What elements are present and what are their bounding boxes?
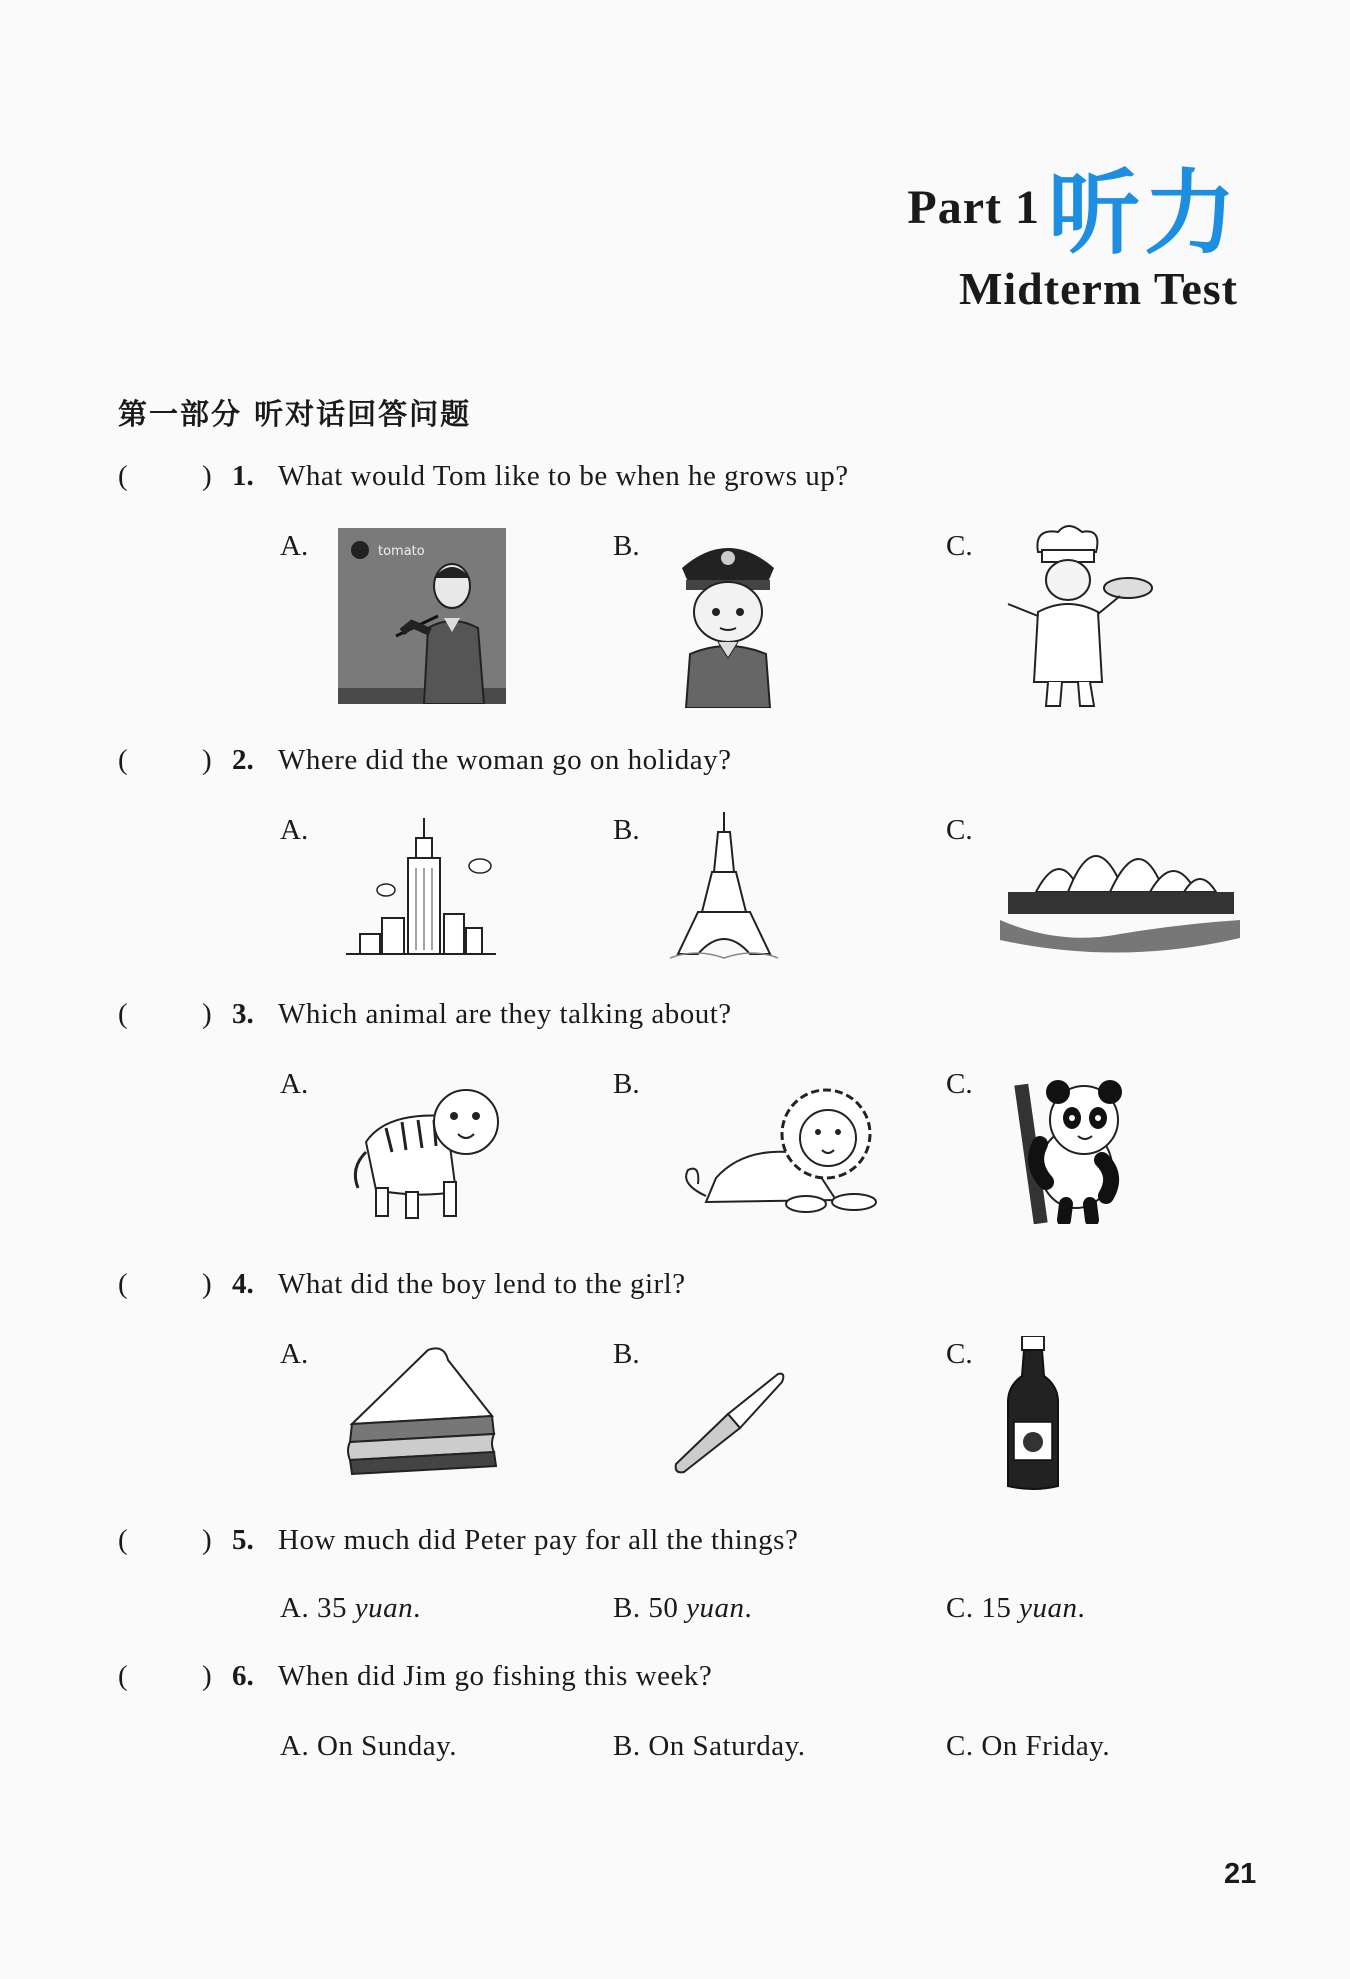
question-number: 4. bbox=[232, 1268, 254, 1300]
answer-paren-left: ( bbox=[118, 744, 128, 776]
option-label: C. bbox=[946, 530, 973, 562]
question-3 bbox=[118, 998, 1218, 1042]
question-number: 5. bbox=[232, 1524, 254, 1556]
option-b bbox=[613, 1592, 752, 1625]
option-label: B. bbox=[613, 1068, 640, 1100]
question-text: Where did the woman go on holiday? bbox=[278, 744, 732, 776]
question-number: 3. bbox=[232, 998, 254, 1030]
blackboard-text: tomato bbox=[378, 544, 425, 559]
answer-paren-right: ) bbox=[202, 1268, 212, 1300]
question-text: What did the boy lend to the girl? bbox=[278, 1268, 686, 1300]
knife-picture bbox=[670, 1370, 788, 1474]
eiffel-tower-picture bbox=[666, 812, 782, 964]
lion-picture bbox=[676, 1074, 894, 1220]
option-label: B. bbox=[613, 530, 640, 562]
question-5 bbox=[118, 1524, 1218, 1568]
skyscraper-picture bbox=[346, 818, 496, 958]
option-label: B. bbox=[613, 1730, 641, 1762]
question-number: 1. bbox=[232, 460, 254, 492]
option-b bbox=[613, 1730, 806, 1763]
option-label: B. bbox=[613, 814, 640, 846]
ketchup-bottle-picture bbox=[1004, 1336, 1062, 1492]
option-c bbox=[946, 1730, 1110, 1763]
option-label: A. bbox=[280, 814, 309, 846]
chef-picture bbox=[998, 522, 1158, 712]
panda-picture bbox=[1006, 1064, 1142, 1224]
answer-paren-right: ) bbox=[202, 1660, 212, 1692]
option-amount: 35 bbox=[316, 1592, 347, 1624]
option-end: . bbox=[1077, 1592, 1086, 1624]
question-4 bbox=[118, 1268, 1218, 1312]
question-2 bbox=[118, 744, 1218, 788]
answer-paren-left: ( bbox=[118, 1660, 128, 1692]
answer-paren-left: ( bbox=[118, 998, 128, 1030]
answer-paren-right: ) bbox=[202, 1524, 212, 1556]
option-end: . bbox=[413, 1592, 421, 1624]
option-c bbox=[946, 1592, 1085, 1625]
option-value: On Friday. bbox=[981, 1730, 1111, 1762]
option-label: B. bbox=[613, 1338, 640, 1370]
option-label: A. bbox=[280, 530, 309, 562]
option-label: C. bbox=[946, 1592, 974, 1624]
section-title: 第一部分 听对话回答问题 bbox=[118, 397, 472, 431]
option-label: C. bbox=[946, 1338, 973, 1370]
test-subtitle: Midterm Test bbox=[958, 263, 1238, 314]
option-label: C. bbox=[946, 814, 973, 846]
listening-title: 听力 bbox=[1047, 160, 1240, 267]
answer-paren-right: ) bbox=[202, 460, 212, 492]
option-label: A. bbox=[280, 1592, 310, 1624]
option-unit: yuan bbox=[686, 1592, 745, 1624]
question-text: What would Tom like to be when he grows up? bbox=[278, 460, 849, 492]
question-text: Which animal are they talking about? bbox=[278, 998, 732, 1030]
question-number: 2. bbox=[232, 744, 254, 776]
question-1 bbox=[118, 460, 1218, 504]
option-a bbox=[280, 1592, 421, 1625]
option-amount: 50 bbox=[648, 1592, 679, 1624]
question-number: 6. bbox=[232, 1660, 254, 1692]
option-a bbox=[280, 1730, 457, 1763]
answer-paren-left: ( bbox=[118, 1268, 128, 1300]
option-label: A. bbox=[280, 1068, 309, 1100]
answer-paren-left: ( bbox=[118, 1524, 128, 1556]
answer-paren-left: ( bbox=[118, 460, 128, 492]
option-label: C. bbox=[946, 1068, 973, 1100]
question-6 bbox=[118, 1660, 1218, 1704]
question-text: How much did Peter pay for all the things? bbox=[278, 1524, 799, 1556]
tiger-picture bbox=[346, 1072, 516, 1222]
part-label: Part 1 bbox=[907, 181, 1040, 234]
option-value: On Saturday. bbox=[648, 1730, 806, 1762]
teacher-picture bbox=[338, 528, 506, 704]
answer-paren-right: ) bbox=[202, 998, 212, 1030]
option-unit: yuan bbox=[354, 1592, 414, 1624]
question-text: When did Jim go fishing this week? bbox=[278, 1660, 713, 1692]
police-officer-picture bbox=[668, 528, 788, 708]
option-unit: yuan bbox=[1019, 1592, 1078, 1624]
option-label: A. bbox=[280, 1338, 309, 1370]
page-number: 21 bbox=[1224, 1858, 1257, 1890]
opera-house-picture bbox=[1000, 816, 1240, 956]
option-label: C. bbox=[946, 1730, 974, 1762]
sandwich-picture bbox=[344, 1344, 500, 1476]
option-amount: 15 bbox=[981, 1592, 1012, 1624]
option-label: B. bbox=[613, 1592, 641, 1624]
option-end: . bbox=[744, 1592, 753, 1624]
answer-paren-right: ) bbox=[202, 744, 212, 776]
option-label: A. bbox=[280, 1730, 310, 1762]
option-value: On Sunday. bbox=[316, 1730, 458, 1762]
